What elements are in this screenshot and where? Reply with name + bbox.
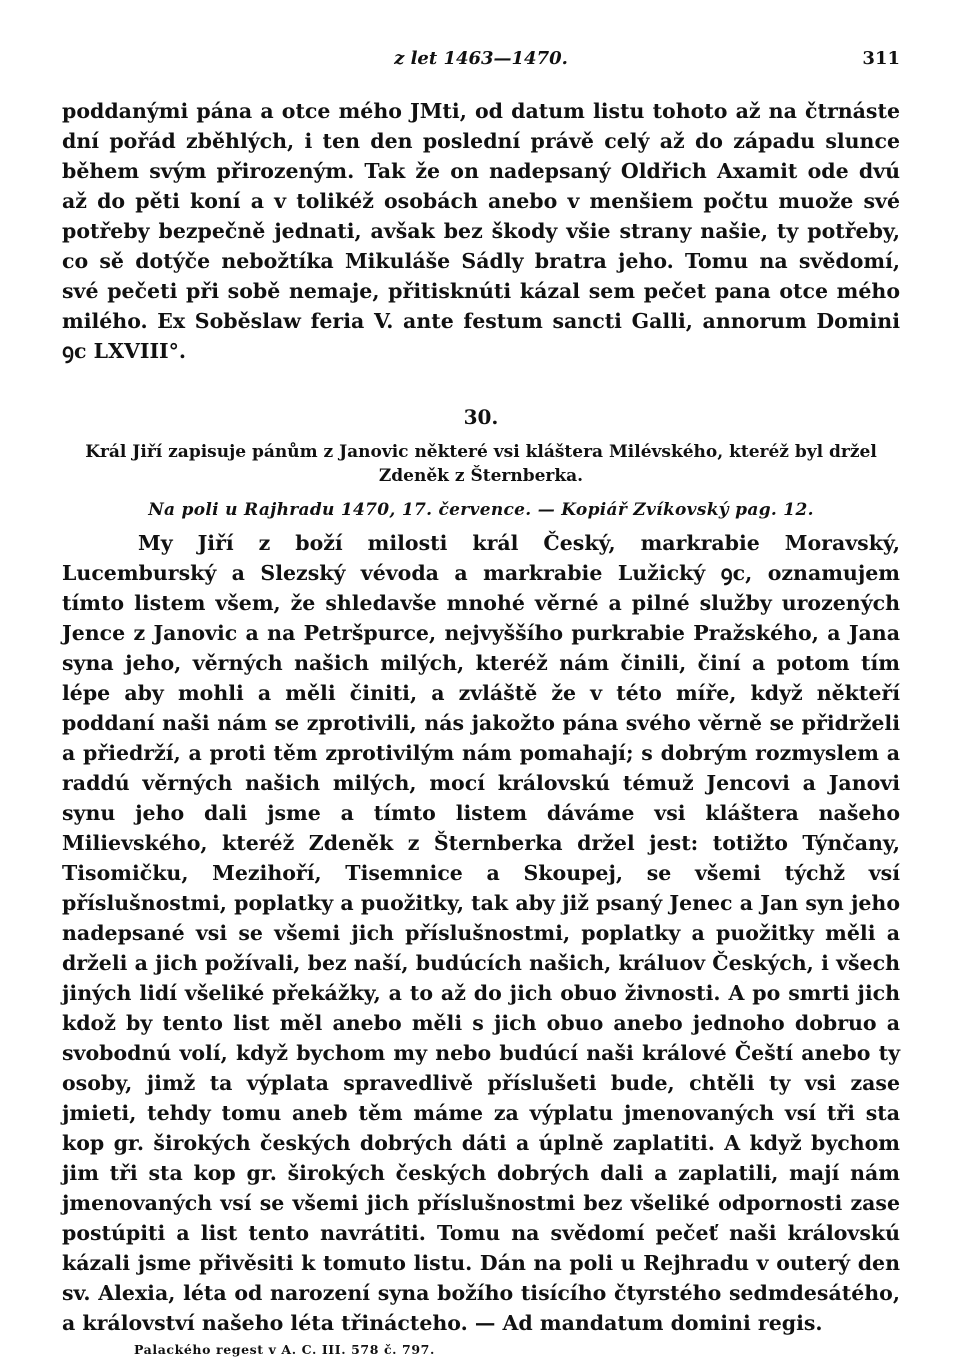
continuation-paragraph: poddanými pána a otce mého JMti, od datum listu tohoto až na čtrnáste dní pořád zběhlých, i ten den poslední právě celý až do západu slunce během svým přirozeným. Tak že on nadepsaný Oldřich Axamit ode dvú až do pěti koní a v tolikéž osobách anebo v menšiem počtu muože své potřeby bezpečně jednati, avšak bez škody všie strany našie, ty potřeby, co sě dotýče nebožtíka Mikuláše Sádly bratra jeho. Tomu na svědomí, své pečeti při sobě nemaje, přitisknúti kázal sem pečet pana otce mého milého. Ex Soběslaw feria V. ante festum sancti Galli, annorum Domini ꝯc LXVIII°. xyxy=(62,99,900,363)
running-head xyxy=(62,44,900,78)
document-regest: Král Jiří zapisuje pánům z Janovic některé vsi kláštera Milévského, kteréž byl držel Zdeněk z Šternberka. xyxy=(85,442,877,486)
document-number: 30. xyxy=(463,405,499,429)
page-number: 311 xyxy=(862,48,900,69)
running-head-title: z let 1463—1470. xyxy=(394,48,568,69)
footnote: Palackého regest v A. C. III. 578 č. 797. xyxy=(134,1342,435,1357)
document-body-text: My Jiří z boží milosti král Český, markrabie Moravský, Lucemburský a Slezský vévoda a markrabie Lužický ꝯc, oznamujem tímto listem všem, že shledavše mnohé věrné a pilné služby urozených Jence z Janovic a na Petršpurce, nejvyššího purkrabie Pražského, a Jana syna jeho, věrných našich milých, kteréž nám činili, činí a potom tím lépe aby mohli a měli činiti, a zvláště že v této míře, když někteří poddaní naši nám se zprotivili, nás jakožto pána svého věrně se přidrželi a přiedrží, a proti těm zprotivilým nám pomahají; s dobrým rozmyslem a raddú věrných našich milých, mocí královskú témuž Jencovi a Janovi synu jeho dali jsme a tímto listem dáváme vsi kláštera našeho Milievského, kteréž Zdeněk z Šternberka držel jest: totižto Týnčany, Tisomičku, Mezihoří, Tisemnice a Skoupej, se všemi týchž vsí příslušnostmi, poplatky a puožitky, tak aby již psaný Jenec a Jan syn jeho nadepsané vsi se všemi jich příslušnostmi, poplatky a puožitky měli a drželi a jich požívali, bez naší, budúcích našich, králuov Českých, i všech jiných lidí všeliké překážky, a to až do jich obuo živnosti. A po smrti jich kdož by tento list měl anebo měli s jich obuo anebo jednoho dobruo a svobodnú volí, když bychom my nebo budúcí naši králové Čeští anebo ty osoby, jimž ta výplata spravedlivě příslušeti bude, chtěli ty vsi zase jmieti, tehdy tomu aneb těm máme za výplatu jmenovaných vsí tři sta kop gr. širokých českých dobrých dáti a úplně zaplatiti. A když bychom jim tři sta kop gr. širokých českých dobrých dali a zaplatili, mají nám jmenovaných vsí se všemi jich příslušnostmi bez všeliké odpornosti zase postúpiti a list tento navrátiti. Tomu na svědomí pečeť naši královskú kázali jsme přivěsiti k tomuto listu. Dán na poli u Rejhradu v outerý den sv. Alexia, léta od narození syna božího tisícího čtyrstého sedmdesátého, a království našeho léta třinácteho. — Ad mandatum domini regis. xyxy=(62,531,900,1335)
document-source-line: Na poli u Rajhradu 1470, 17. července. — Kopiář Zvíkovský pag. 12. xyxy=(148,500,814,520)
document-page xyxy=(62,44,900,1357)
